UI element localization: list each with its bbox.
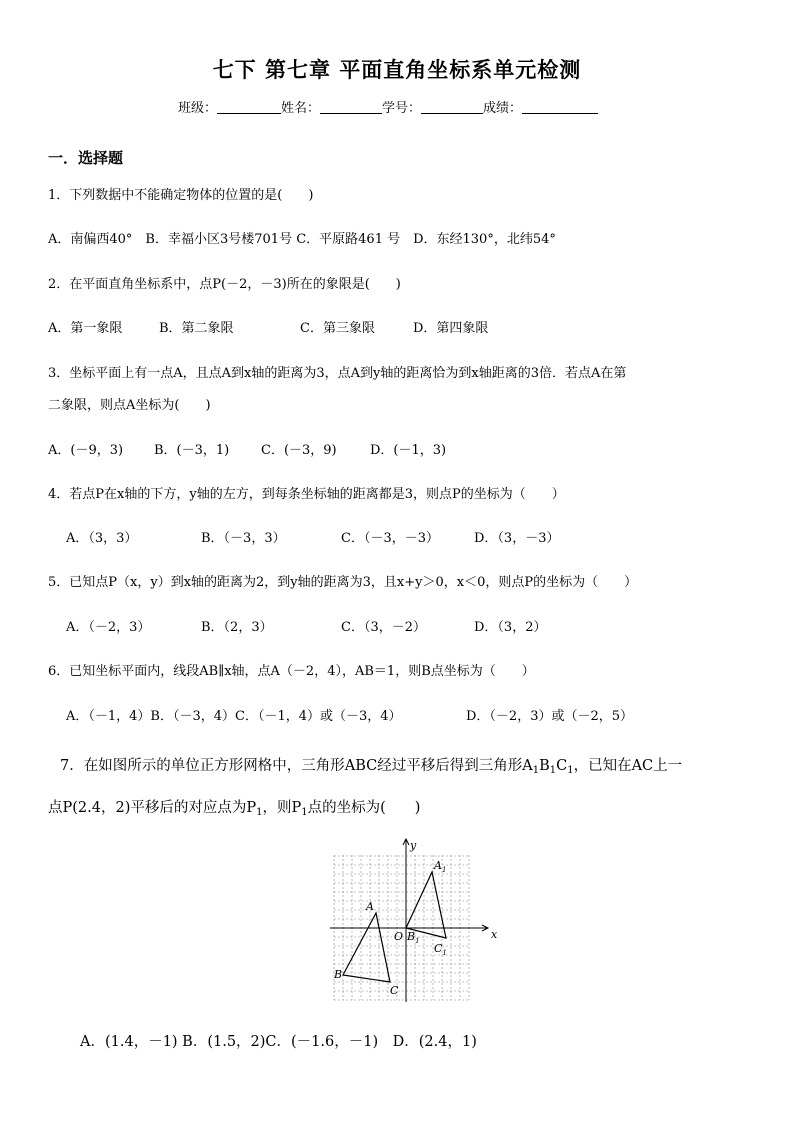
point-b-label: B (334, 968, 343, 981)
question-7-stem-line2: 点P(2.4，2)平移后的对应点为$P_1$，则$P_1$点的坐标为( ) (48, 800, 421, 818)
option-a: A．（3，3） (66, 531, 138, 546)
option-d: D．（3，2） (474, 620, 547, 635)
option-d: D．（3，－3） (474, 531, 560, 546)
question-4-stem: 4．若点P在x轴的下方，y轴的左方，到每条坐标轴的距离都是3，则点P的坐标为（ ） (48, 487, 565, 502)
class-label: 班级： (178, 101, 218, 116)
point-a1-label: $A_1$ (434, 859, 447, 874)
option-c: C．第三象限 (300, 321, 375, 336)
question-6-stem: 6．已知坐标平面内，线段AB∥x轴，点A（－2，4），AB＝1，则B点坐标为（ ） (48, 664, 535, 679)
y-axis-label: y (410, 839, 417, 852)
page-title: 七下 第七章 平面直角坐标系单元检测 (212, 57, 582, 82)
option-b: B．（2，3） (201, 620, 273, 635)
question-6-options (66, 705, 633, 724)
point-c1-label: $C_1$ (434, 942, 447, 957)
point-b1-label: $B_1$ (407, 930, 420, 945)
question-1-options: A．南偏西40° B．幸福小区3号楼701号 C．平原路461 号 D．东经130°，北纬54° (48, 232, 556, 247)
number-label: 学号： (382, 101, 422, 116)
option-c: C．（－3，－3） (341, 531, 439, 546)
option-b: B．第二象限 (159, 321, 234, 336)
option-abc: A．（－1，4）B．（－3，4）C．（－1，4）或（－3，4） (66, 709, 402, 724)
score-blank[interactable] (522, 99, 598, 114)
origin-label: O (394, 930, 404, 943)
section-heading: 一．选择题 (48, 149, 124, 167)
x-axis-label: x (491, 928, 498, 941)
option-c: C．（3，－2） (341, 620, 426, 635)
option-b: B．(－3，1) (154, 443, 230, 458)
point-a-label: A (366, 900, 374, 913)
question-5-stem: 5．已知点P（x，y）到x轴的距离为2，到y轴的距离为3，且x+y＞0，x＜0，则点P的坐标为（ ） (48, 575, 638, 590)
option-b: B．（－3，3） (201, 531, 286, 546)
question-4-options (66, 527, 559, 546)
option-a: A．（－2，3） (66, 620, 151, 635)
question-5-options (66, 616, 546, 635)
question-3-stem-line1: 3．坐标平面上有一点A，且点A到x轴的距离为3，点A到y轴的距离恰为到x轴距离的3倍．若点A在第 (48, 366, 627, 381)
option-d: D．第四象限 (413, 321, 489, 336)
question-3-options (48, 439, 446, 458)
question-1-stem: 1．下列数据中不能确定物体的位置的是( ) (48, 188, 314, 203)
question-7-stem-line1: 7．在如图所示的单位正方形网格中，三角形ABC经过平移后得到三角形$A_1B_1C_1$，已知在AC上一 (60, 758, 683, 776)
option-d: D．(－1，3) (370, 443, 447, 458)
name-label: 姓名： (281, 101, 321, 116)
triangle-abc (343, 913, 390, 982)
option-a: A．(－9，3) (48, 443, 124, 458)
question-2-options (48, 317, 488, 336)
option-a: A．第一象限 (48, 321, 123, 336)
class-blank[interactable] (217, 99, 281, 114)
question-7-options: A．(1.4，－1) B．(1.5，2)C．(－1.6，－1) D．(2.4，1) (80, 1034, 477, 1050)
score-label: 成绩： (483, 101, 523, 116)
name-blank[interactable] (320, 99, 382, 114)
coordinate-grid-figure (328, 835, 498, 1003)
question-3-stem-line2: 二象限，则点A坐标为( ) (48, 398, 211, 413)
question-2-stem: 2．在平面直角坐标系中，点P(－2，－3)所在的象限是( ) (48, 277, 401, 292)
point-c-label: C (390, 984, 399, 997)
option-c: C．(－3，9) (261, 443, 337, 458)
student-info-line (178, 97, 598, 116)
number-blank[interactable] (421, 99, 483, 114)
option-d: D．（－2，3）或（－2，5） (466, 709, 634, 724)
